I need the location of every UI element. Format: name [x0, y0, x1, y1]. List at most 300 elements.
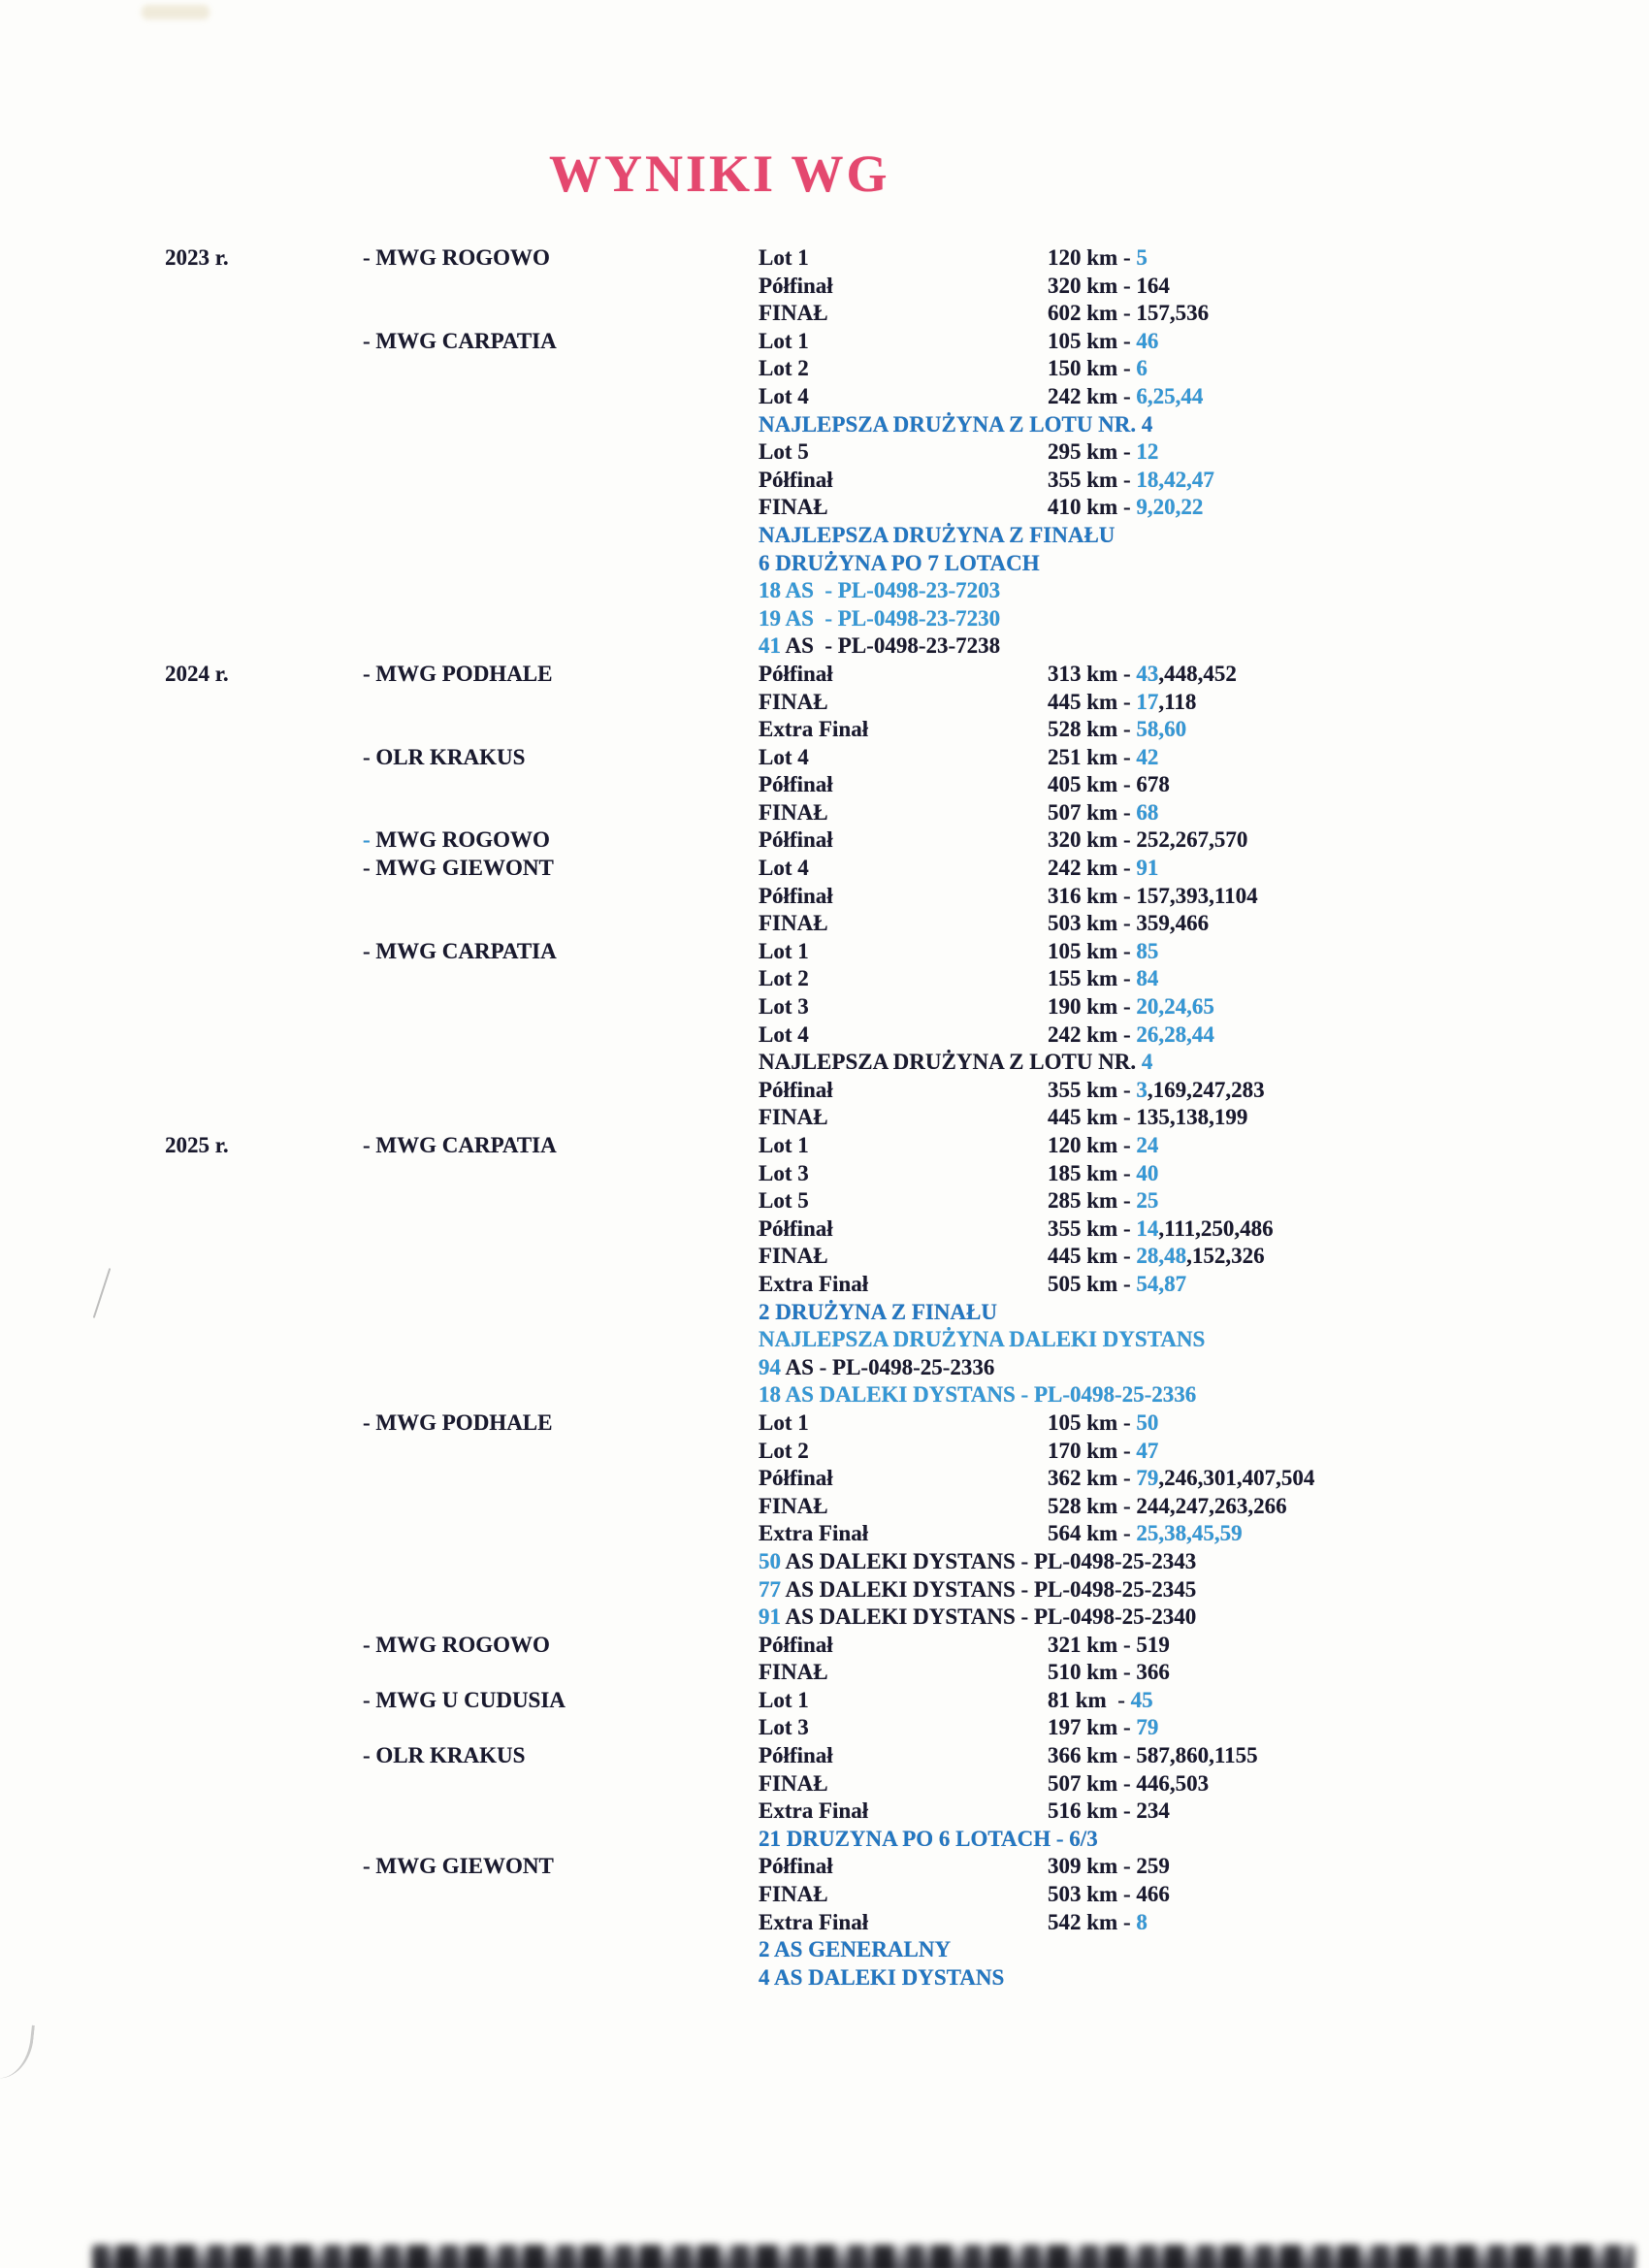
club-name: [363, 661, 759, 689]
result-value: [1048, 1770, 1649, 1798]
note-line: [759, 522, 1649, 550]
scan-artifact: [0, 2022, 35, 2081]
note-row: [0, 1381, 1649, 1409]
result-value: [1048, 383, 1649, 411]
note-line-segment: 2 AS GENERALNY: [759, 1937, 952, 1962]
result-value: [1048, 938, 1649, 966]
flight-name: Lot 5: [759, 439, 809, 465]
result-value: [1048, 965, 1649, 993]
result-value-segment: 445 km -: [1048, 689, 1137, 714]
flight-name: Extra Finał: [759, 1521, 869, 1546]
flight-name: FINAŁ: [759, 1493, 828, 1518]
result-value-segment: 242 km -: [1048, 1021, 1137, 1047]
flight-name: Półfinał: [759, 772, 833, 797]
result-value-segment: 6,25,44: [1136, 383, 1204, 408]
scan-artifact-bottom-edge: [92, 2245, 1634, 2268]
result-row: [0, 910, 1649, 938]
note-line: [759, 1381, 1649, 1409]
result-row: [0, 328, 1649, 356]
note-row: [0, 1049, 1649, 1077]
result-value-segment: 528 km -: [1048, 717, 1137, 742]
result-row: [0, 1853, 1649, 1881]
note-row: [0, 550, 1649, 578]
result-value-segment: 503 km - 466: [1048, 1882, 1170, 1907]
result-row: [0, 993, 1649, 1021]
result-value-segment: 185 km -: [1048, 1160, 1137, 1185]
result-value-segment: 445 km - 135,138,199: [1048, 1105, 1248, 1130]
result-row: [0, 1714, 1649, 1742]
result-value-segment: ,111,250,486: [1158, 1215, 1274, 1241]
result-row: [0, 1215, 1649, 1244]
result-value-segment: 85: [1136, 938, 1159, 963]
note-row: [0, 1964, 1649, 1993]
result-value-segment: 24: [1136, 1133, 1159, 1157]
result-row: [0, 1520, 1649, 1548]
note-line-segment: NAJLEPSZA DRUŻYNA DALEKI DYSTANS: [759, 1327, 1206, 1352]
flight-name: FINAŁ: [759, 1660, 828, 1685]
result-value-segment: 25,38,45,59: [1136, 1521, 1243, 1546]
flight-name: FINAŁ: [759, 689, 828, 714]
note-line-segment: 4: [1141, 1050, 1153, 1075]
result-value-segment: 46: [1136, 328, 1159, 353]
flight-name: Lot 1: [759, 328, 809, 353]
club-name: [363, 826, 759, 855]
result-value-segment: 43: [1136, 661, 1159, 686]
result-value: [1048, 1243, 1649, 1271]
club-name: [363, 744, 759, 772]
result-value: [1048, 1909, 1649, 1937]
result-row: [0, 1021, 1649, 1050]
result-row: [0, 438, 1649, 467]
result-value: [1048, 689, 1649, 717]
result-value-segment: 17: [1136, 689, 1159, 714]
result-value-segment: 170 km -: [1048, 1438, 1137, 1463]
result-value: [1048, 1271, 1649, 1299]
result-value-segment: 295 km -: [1048, 439, 1137, 465]
result-value: [1048, 1160, 1649, 1188]
result-row: [0, 383, 1649, 411]
result-value-segment: 150 km -: [1048, 356, 1137, 381]
result-value-segment: 105 km -: [1048, 328, 1137, 353]
club-name-segment: - MWG ROGOWO: [363, 1632, 550, 1657]
result-row: [0, 716, 1649, 744]
note-line-segment: 2 DRUŻYNA Z FINAŁU: [759, 1299, 997, 1324]
note-line: [759, 1354, 1649, 1382]
flight-name: Półfinał: [759, 827, 833, 853]
result-value-segment: 81 km -: [1048, 1687, 1131, 1712]
note-row: [0, 1604, 1649, 1632]
result-value: [1048, 1742, 1649, 1770]
club-name-segment: - OLR KRAKUS: [363, 1743, 526, 1768]
flight-name: Lot 5: [759, 1188, 809, 1214]
club-name-segment: - MWG U CUDUSIA: [363, 1687, 566, 1712]
note-line: [759, 1936, 1649, 1964]
flight-name: Extra Finał: [759, 1909, 869, 1934]
result-row: [0, 1770, 1649, 1798]
result-value: [1048, 1798, 1649, 1826]
result-value-segment: 528 km - 244,247,263,266: [1048, 1493, 1287, 1518]
result-value: [1048, 1659, 1649, 1687]
flight-name: Półfinał: [759, 1743, 833, 1768]
club-name: [363, 1632, 759, 1660]
flight-name: Lot 4: [759, 744, 809, 769]
result-value-segment: 410 km -: [1048, 495, 1137, 520]
note-line-segment: AS - PL-0498-25-2336: [781, 1354, 995, 1379]
result-row: [0, 1271, 1649, 1299]
note-line-segment: AS - PL-0498-23-7238: [781, 633, 1001, 659]
result-value: [1048, 355, 1649, 383]
flight-name: Lot 4: [759, 383, 809, 408]
result-row: [0, 1881, 1649, 1909]
result-row: [0, 1160, 1649, 1188]
note-row: [0, 632, 1649, 661]
note-line-segment: 41: [759, 633, 781, 659]
result-value-segment: 355 km -: [1048, 467, 1137, 492]
result-row: [0, 300, 1649, 328]
note-line: [759, 411, 1649, 439]
result-value-segment: 50: [1136, 1409, 1159, 1435]
note-line: [759, 1326, 1649, 1354]
result-value-segment: 507 km -: [1048, 799, 1137, 825]
result-row: [0, 244, 1649, 273]
result-value-segment: 45: [1130, 1687, 1153, 1712]
result-value-segment: ,169,247,283: [1147, 1077, 1265, 1102]
result-value: [1048, 1021, 1649, 1050]
result-value: [1048, 1520, 1649, 1548]
result-value-segment: 355 km -: [1048, 1215, 1137, 1241]
result-value-segment: 320 km - 164: [1048, 273, 1170, 298]
result-value: [1048, 1187, 1649, 1215]
club-name-segment: - OLR KRAKUS: [363, 744, 526, 769]
result-value: [1048, 1409, 1649, 1438]
result-row: [0, 799, 1649, 827]
result-value: [1048, 993, 1649, 1021]
result-value-segment: 155 km -: [1048, 966, 1137, 991]
result-value-segment: 3: [1136, 1077, 1148, 1102]
result-value-segment: 503 km - 359,466: [1048, 911, 1210, 936]
result-value-segment: 120 km -: [1048, 245, 1137, 270]
result-row: [0, 494, 1649, 522]
result-value-segment: 79: [1136, 1715, 1159, 1740]
flight-name: Lot 1: [759, 1133, 809, 1157]
results-list: [0, 244, 1649, 1992]
result-row: [0, 1659, 1649, 1687]
note-line-segment: AS DALEKI DYSTANS - PL-0498-25-2343: [781, 1548, 1197, 1573]
result-value: [1048, 910, 1649, 938]
result-value-segment: 26,28,44: [1136, 1021, 1214, 1047]
note-line: [759, 1576, 1649, 1604]
club-name-segment: - MWG CARPATIA: [363, 1133, 557, 1157]
result-value-segment: 18,42,47: [1136, 467, 1214, 492]
result-value-segment: 28,48: [1136, 1244, 1187, 1269]
result-value: [1048, 744, 1649, 772]
flight-name: Extra Finał: [759, 717, 869, 742]
note-line: [759, 632, 1649, 661]
result-value: [1048, 1632, 1649, 1660]
year-label: 2024 r.: [165, 661, 229, 686]
result-value: [1048, 1493, 1649, 1521]
note-line-segment: 91: [759, 1604, 781, 1630]
club-name: [363, 328, 759, 356]
flight-name: Półfinał: [759, 1466, 833, 1491]
flight-name: Lot 1: [759, 245, 809, 270]
result-row: [0, 1132, 1649, 1160]
result-value-segment: 405 km - 678: [1048, 772, 1170, 797]
result-value-segment: 9,20,22: [1136, 495, 1204, 520]
result-value-segment: 197 km -: [1048, 1715, 1137, 1740]
note-line-segment: 18 AS - PL-0498-23-7203: [759, 578, 1001, 603]
note-row: [0, 577, 1649, 605]
note-line-segment: 77: [759, 1576, 781, 1602]
result-value: [1048, 1215, 1649, 1244]
club-name-segment: -: [363, 827, 371, 853]
flight-name: Półfinał: [759, 273, 833, 298]
result-value-segment: 516 km - 234: [1048, 1798, 1170, 1824]
result-value: [1048, 1104, 1649, 1132]
result-value: [1048, 883, 1649, 911]
note-line: [759, 1049, 1649, 1077]
result-value-segment: 54,87: [1136, 1271, 1187, 1296]
club-name-segment: - MWG PODHALE: [363, 1409, 553, 1435]
note-row: [0, 605, 1649, 633]
result-value-segment: 366 km - 587,860,1155: [1048, 1743, 1258, 1768]
result-value: [1048, 1077, 1649, 1105]
result-value-segment: 8: [1136, 1909, 1148, 1934]
result-row: [0, 1409, 1649, 1438]
result-value: [1048, 273, 1649, 301]
flight-name: Lot 2: [759, 966, 809, 991]
year-label: 2023 r.: [165, 245, 229, 270]
note-line: [759, 1299, 1649, 1327]
note-line: [759, 1964, 1649, 1993]
note-row: [0, 1326, 1649, 1354]
result-row: [0, 661, 1649, 689]
result-value: [1048, 300, 1649, 328]
flight-name: Lot 3: [759, 994, 809, 1020]
result-value: [1048, 1438, 1649, 1466]
result-value-segment: ,448,452: [1158, 661, 1237, 686]
result-value-segment: 120 km -: [1048, 1133, 1137, 1157]
result-row: [0, 1077, 1649, 1105]
year-label: 2025 r.: [165, 1133, 229, 1157]
note-line: [759, 577, 1649, 605]
club-name: [363, 1409, 759, 1438]
note-line-segment: 94: [759, 1354, 781, 1379]
result-value-segment: ,246,301,407,504: [1158, 1466, 1315, 1491]
flight-name: FINAŁ: [759, 495, 828, 520]
result-value-segment: 25: [1136, 1188, 1159, 1214]
flight-name: FINAŁ: [759, 799, 828, 825]
note-row: [0, 1299, 1649, 1327]
result-value-segment: 14: [1136, 1215, 1159, 1241]
note-line-segment: 6 DRUŻYNA PO 7 LOTACH: [759, 550, 1040, 575]
result-value-segment: 12: [1136, 439, 1159, 465]
result-value-segment: 510 km - 366: [1048, 1660, 1170, 1685]
result-row: [0, 1493, 1649, 1521]
flight-name: Lot 4: [759, 1021, 809, 1047]
flight-name: Półfinał: [759, 1854, 833, 1879]
result-row: [0, 965, 1649, 993]
result-value: [1048, 661, 1649, 689]
result-value-segment: 602 km - 157,536: [1048, 301, 1210, 326]
result-value-segment: 542 km -: [1048, 1909, 1137, 1934]
club-name: [363, 1853, 759, 1881]
result-value-segment: 47: [1136, 1438, 1159, 1463]
result-row: [0, 1909, 1649, 1937]
result-value-segment: 58,60: [1136, 717, 1187, 742]
flight-name: FINAŁ: [759, 301, 828, 326]
note-line-segment: NAJLEPSZA DRUŻYNA Z LOTU NR.: [759, 1050, 1142, 1075]
result-row: [0, 1742, 1649, 1770]
flight-name: Lot 3: [759, 1715, 809, 1740]
note-row: [0, 1354, 1649, 1382]
result-value: [1048, 1714, 1649, 1742]
result-value-segment: 362 km -: [1048, 1466, 1137, 1491]
note-line: [759, 605, 1649, 633]
result-value: [1048, 826, 1649, 855]
result-row: [0, 1104, 1649, 1132]
club-name: [363, 1742, 759, 1770]
result-value: [1048, 799, 1649, 827]
result-value-segment: 321 km - 519: [1048, 1632, 1170, 1657]
note-line-segment: NAJLEPSZA DRUŻYNA Z FINAŁU: [759, 522, 1116, 547]
note-row: [0, 1826, 1649, 1854]
result-row: [0, 771, 1649, 799]
result-value-segment: 105 km -: [1048, 938, 1137, 963]
note-row: [0, 1576, 1649, 1604]
result-value-segment: 251 km -: [1048, 744, 1137, 769]
result-row: [0, 355, 1649, 383]
result-value: [1048, 771, 1649, 799]
result-row: [0, 1438, 1649, 1466]
note-line: [759, 1548, 1649, 1576]
flight-name: FINAŁ: [759, 1770, 828, 1796]
note-line-segment: 4 AS DALEKI DYSTANS: [759, 1964, 1005, 1990]
flight-name: Półfinał: [759, 661, 833, 686]
flight-name: Lot 4: [759, 856, 809, 881]
club-name: [363, 1687, 759, 1715]
result-row: [0, 467, 1649, 495]
note-row: [0, 1936, 1649, 1964]
note-line-segment: AS DALEKI DYSTANS - PL-0498-25-2345: [781, 1576, 1197, 1602]
club-name-segment: - MWG CARPATIA: [363, 328, 557, 353]
result-value: [1048, 1687, 1649, 1715]
result-value-segment: 42: [1136, 744, 1159, 769]
club-name: [363, 855, 759, 883]
result-value-segment: 6: [1136, 356, 1148, 381]
result-value-segment: 190 km -: [1048, 994, 1137, 1020]
result-row: [0, 938, 1649, 966]
result-value-segment: ,152,326: [1186, 1244, 1265, 1269]
note-row: [0, 1548, 1649, 1576]
result-row: [0, 273, 1649, 301]
result-row: [0, 1187, 1649, 1215]
flight-name: Extra Finał: [759, 1271, 869, 1296]
result-value-segment: 79: [1136, 1466, 1159, 1491]
note-line-segment: 18 AS DALEKI DYSTANS - PL-0498-25-2336: [759, 1382, 1197, 1408]
result-value-segment: 285 km -: [1048, 1188, 1137, 1214]
note-line-segment: NAJLEPSZA DRUŻYNA Z LOTU NR. 4: [759, 411, 1153, 437]
page-title: WYNIKI WG: [549, 145, 890, 203]
note-line: [759, 550, 1649, 578]
club-name: [363, 244, 759, 273]
result-value: [1048, 1853, 1649, 1881]
result-value-segment: 309 km - 259: [1048, 1854, 1170, 1879]
result-value-segment: 313 km -: [1048, 661, 1137, 686]
note-line-segment: AS DALEKI DYSTANS - PL-0498-25-2340: [781, 1604, 1197, 1630]
flight-name: Półfinał: [759, 1077, 833, 1102]
club-name-segment: - MWG CARPATIA: [363, 938, 557, 963]
note-row: [0, 522, 1649, 550]
note-line-segment: 19 AS - PL-0498-23-7230: [759, 605, 1001, 631]
result-value-segment: 445 km -: [1048, 1244, 1137, 1269]
result-value-segment: 84: [1136, 966, 1159, 991]
result-value: [1048, 855, 1649, 883]
result-value: [1048, 467, 1649, 495]
result-value-segment: 68: [1136, 799, 1159, 825]
result-row: [0, 826, 1649, 855]
note-line-segment: 50: [759, 1548, 781, 1573]
result-value-segment: 40: [1136, 1160, 1159, 1185]
result-row: [0, 883, 1649, 911]
flight-name: Lot 1: [759, 1687, 809, 1712]
result-value-segment: 20,24,65: [1136, 994, 1214, 1020]
result-value-segment: 564 km -: [1048, 1521, 1137, 1546]
result-value-segment: ,118: [1158, 689, 1197, 714]
result-row: [0, 1465, 1649, 1493]
result-value-segment: 320 km - 252,267,570: [1048, 827, 1248, 853]
flight-name: FINAŁ: [759, 1882, 828, 1907]
flight-name: Lot 2: [759, 1438, 809, 1463]
result-value-segment: 505 km -: [1048, 1271, 1137, 1296]
result-value: [1048, 494, 1649, 522]
result-row: [0, 1632, 1649, 1660]
result-value: [1048, 1881, 1649, 1909]
club-name: [363, 938, 759, 966]
club-name-segment: MWG ROGOWO: [370, 827, 550, 853]
result-value: [1048, 328, 1649, 356]
result-value: [1048, 1132, 1649, 1160]
club-name: [363, 1132, 759, 1160]
result-value: [1048, 1465, 1649, 1493]
flight-name: FINAŁ: [759, 911, 828, 936]
club-name-segment: - MWG ROGOWO: [363, 245, 550, 270]
note-row: [0, 411, 1649, 439]
result-value: [1048, 438, 1649, 467]
result-value-segment: 91: [1136, 856, 1159, 881]
flight-name: Półfinał: [759, 1215, 833, 1241]
result-row: [0, 1243, 1649, 1271]
club-name-segment: - MWG PODHALE: [363, 661, 553, 686]
result-row: [0, 1798, 1649, 1826]
flight-name: Lot 3: [759, 1160, 809, 1185]
flight-name: FINAŁ: [759, 1244, 828, 1269]
note-line: [759, 1604, 1649, 1632]
club-name-segment: - MWG GIEWONT: [363, 856, 554, 881]
result-row: [0, 744, 1649, 772]
scan-artifact: [142, 5, 210, 19]
club-name-segment: - MWG GIEWONT: [363, 1854, 554, 1879]
flight-name: Półfinał: [759, 467, 833, 492]
result-value-segment: 355 km -: [1048, 1077, 1137, 1102]
result-value-segment: 5: [1136, 245, 1148, 270]
flight-name: Lot 2: [759, 356, 809, 381]
result-value: [1048, 716, 1649, 744]
flight-name: Lot 1: [759, 1409, 809, 1435]
flight-name: Extra Finał: [759, 1798, 869, 1824]
result-row: [0, 855, 1649, 883]
flight-name: Półfinał: [759, 1632, 833, 1657]
